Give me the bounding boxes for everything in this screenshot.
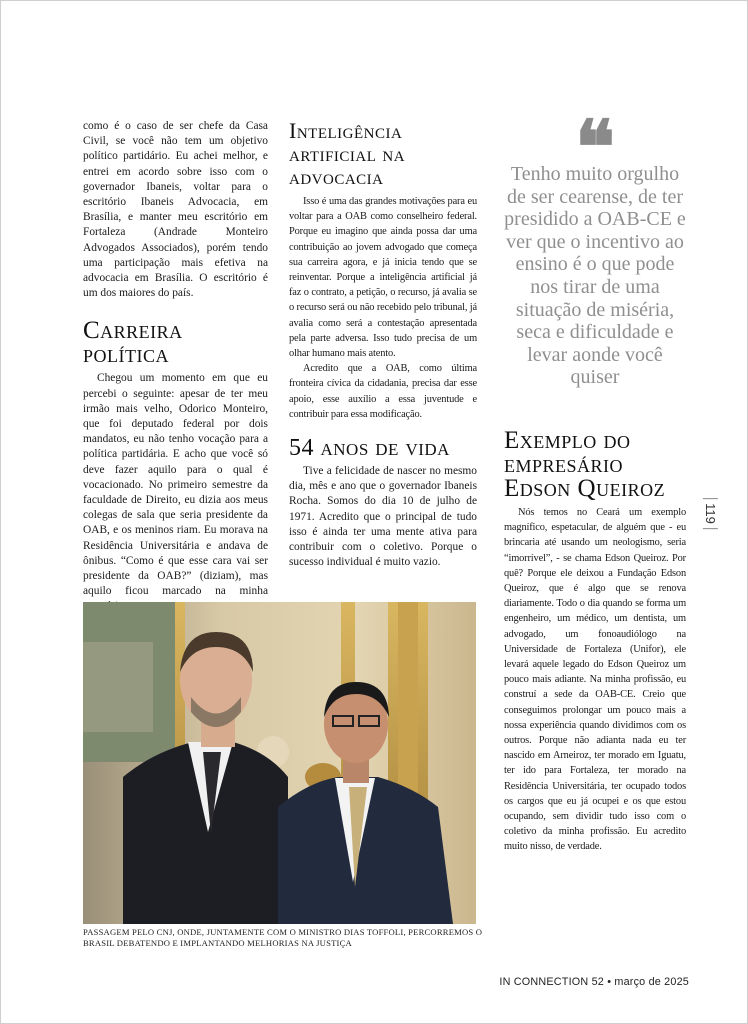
section-heading-exemplo: Exemplo do empresário Edson Queiroz xyxy=(504,426,666,502)
section-heading-54-anos: 54 anos de vida xyxy=(289,435,450,462)
carreira-paragraph: Chegou um momento em que eu percebi o seguinte: apesar de ter meu irmão mais velho, Odorico Monteiro, que foi deputado federal por dois mandatos, eu não tenho vocação para a política partidária. E acho que você só deve fazer aquilo para o qual é vocacionado. No primeiro semestre da faculdade de Direito, eu dizia aos meus colegas de sala que seria presidente da OAB, e os meninos riam. Eu morava na Residência Universitária e andava de ônibus. “Como é que esse cara vai ser presidente da OAB?” (diziam), mas aquilo ficou marcado na minha xyxy=(83,372,268,598)
page-number-wrap xyxy=(695,498,725,528)
page-number: 119 xyxy=(703,498,718,529)
column-left xyxy=(83,119,268,615)
54-anos-paragraph: Tive a felicidade de nascer no mesmo dia, mês e ano que o governador Ibaneis Rocha. Somos do dia 10 de julho de 1971. Acredito que o principal de tudo isso é ainda ter uma mente ativa para contribuir com o coletivo. Porque o sucesso individual é muito vazio. xyxy=(289,465,477,569)
photo-caption: PASSAGEM PELO CNJ, ONDE, JUNTAMENTE COM O MINISTRO DIAS TOFFOLI, PERCORREMOS O BRASIL DEBATENDO E IMPLANTANDO MELHORIAS NA JUSTIÇA xyxy=(83,927,483,948)
footer: IN CONNECTION 52 • março de 2025 xyxy=(499,976,689,988)
intro-paragraph: como é o caso de ser chefe da Casa Civil, se você não tem um objetivo político partidário. Eu achei melhor, e entrei em acordo sobre isso com o governador Ibaneis, voltar para o escritório Ibaneis Advocacia, em Brasília, e manter meu escritório em Fortaleza (Andrade Monteiro Advogados Associados), porém tendo uma participação mais efetiva na advocacia em Brasília. O escritório é um dos maiores do país. xyxy=(83,120,268,300)
section-heading-ia: Inteligência artificial na advocacia xyxy=(289,118,406,189)
quote-mark-icon: ❝ xyxy=(575,105,615,191)
photo-two-men xyxy=(83,602,476,924)
column-right xyxy=(504,105,686,855)
ia-paragraph-2: Acredito que a OAB, como última fronteira cívica da cidadania, precisa dar esse apoio, esse auxílio a essa juventude e contribuir para essa modificação. xyxy=(289,363,477,420)
ia-paragraph-1: Isso é uma das grandes motivações para eu voltar para a OAB como conselheiro federal. Porque eu imagino que ainda possa dar uma contribuição ao jovem advogado que começa sua carreira agora, e já inicia tendo que se reinventar. Porque a inteligência artificial já faz o contrato, a petição, o recurso, já avalia se o recurso será ou não recebido pelo tribunal, já avalia como será a contestação apresentada pela parte adversa. Isso tudo precisa de um olhar humano mais atento. xyxy=(289,196,477,360)
section-heading-carreira: Carreira política xyxy=(83,317,183,369)
column-middle xyxy=(289,119,477,570)
exemplo-paragraph: Nós temos no Ceará um exemplo magnífico, espetacular, de alguém que - eu brincaria até usando um neologismo, seria “imorrível”, - se chama Edson Queiroz. Por quê? Porque ele deixou a Fundação Edson Queiroz, que é algo que se renova diariamente. Todo o dia quando se forma um engenheiro, um médico, um dentista, um advogado, um fonoaudiólogo na Universidade de Fortaleza (Unifor), ele levará aquele legado do Edson Queiroz um pouco mais adiante. Na minha profissão, eu construí a sede da OAB-CE. Creio que conseguimos prolongar um pouco mais a nossa experiência quando dividimos com os outros. Porque não adianta nada eu ter nascido em Arneiroz, ter morado em Iguatu, ter ido para Fortaleza, ter morado na Residência Universitária, ter ocupado todos os cargos que eu já ocupei e os que estou ocupando, sem dividir tudo isso com o coletivo da minha profissão. Eu acredito muito nisso, de verdade. xyxy=(504,506,686,853)
pull-quote: Tenho muito orgulho de ser cearense, de ter presidido a OAB-CE e ver que o incentivo ao ensino é o que pode nos tirar de uma situação de miséria, seca e dificuldade e levar aonde você quiser xyxy=(504,163,686,389)
